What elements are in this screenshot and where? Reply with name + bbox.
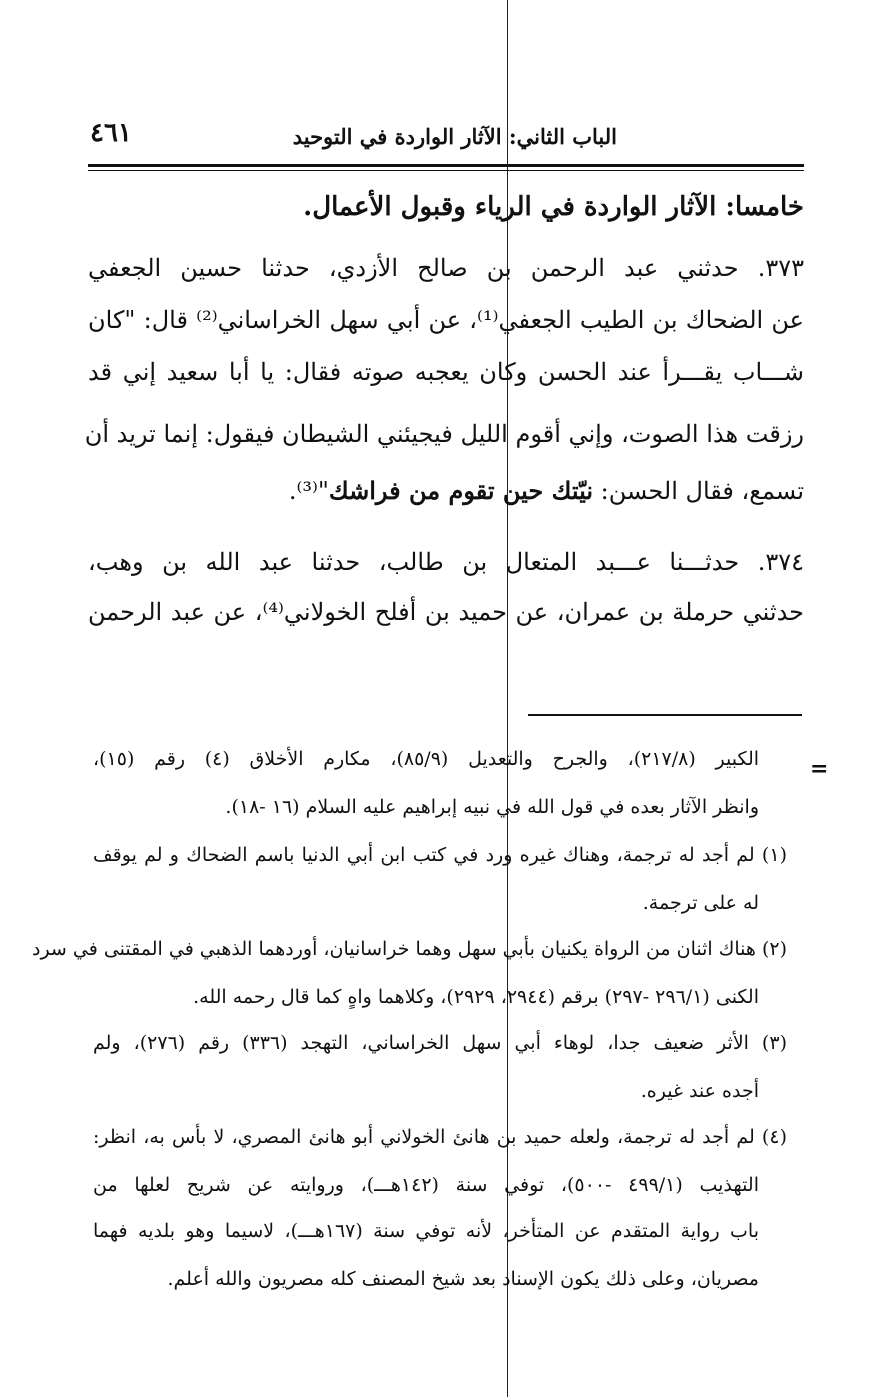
- footnote-line: أجده عند غيره.: [640, 1080, 759, 1102]
- header-rule-thin: [88, 170, 804, 171]
- footnote-line: الكنى (٢٩٦/١ -٢٩٧) برقم (٢٩٤٤، ٢٩٢٩)، وكلاهما واهٍ كما قال رحمه الله.: [193, 986, 759, 1008]
- footnote-line: التهذيب (٤٩٩/١ -٥٠٠)، توفي سنة (١٤٢هـــ)، وروايته عن شريح لعلها من: [93, 1174, 759, 1196]
- body-line: ٣٧٣. حدثني عبد الرحمن بن صالح الأزدي، حدثنا حسين الجعفي: [88, 254, 804, 282]
- body-line: عن الضحاك بن الطيب الجعفي⁽¹⁾، عن أبي سهل الخراساني⁽²⁾ قال: "كان: [88, 306, 804, 334]
- footnote-line: (٢) هناك اثنان من الرواة يكنيان بأبي سهل وهما خراسانيان، أوردهما الذهبي في المقتنى في سرد: [31, 938, 787, 960]
- footnote-line: (١) لم أجد له ترجمة، وهناك غيره ورد في كتب ابن أبي الدنيا باسم الضحاك و لم يوقف: [93, 844, 787, 866]
- header-rule-thick: [88, 164, 804, 167]
- footnote-line: باب رواية المتقدم عن المتأخر، لأنه توفي سنة (١٦٧هـــ)، لاسيما وهو بلديه فهما: [93, 1220, 759, 1242]
- continuation-mark: =: [810, 756, 829, 782]
- body-line: [88, 476, 804, 505]
- footnote-line: وانظر الآثار بعده في قول الله في نبيه إبراهيم عليه السلام (١٦ -١٨).: [225, 796, 759, 818]
- footnote-line: (٤) لم أجد له ترجمة، ولعله حميد بن هانئ الخولاني أبو هانئ المصري، لا بأس به، انظر:: [93, 1126, 787, 1148]
- footnote-line: له على ترجمة.: [642, 892, 759, 914]
- footnote-line: مصريان، وعلى ذلك يكون الإسناد بعد شيخ المصنف كله مصريون والله أعلم.: [167, 1268, 759, 1290]
- quote-end: "⁽³⁾.: [288, 477, 329, 505]
- footnote-line: (٣) الأثر ضعيف جدا، لوهاء أبي سهل الخراساني، التهجد (٣٣٦) رقم (٢٧٦)، ولم: [93, 1032, 787, 1054]
- body-line: شـــاب يقـــرأ عند الحسن وكان يعجبه صوته فقال: يا أبا سعيد إني قد: [88, 358, 804, 386]
- body-line: ٣٧٤. حدثـــنا عـــبد المتعال بن طالب، حدثنا عبد الله بن وهب،: [88, 548, 804, 576]
- body-line: حدثني حرملة بن عمران، عن حميد بن أفلح الخولاني⁽⁴⁾، عن عبد الرحمن: [88, 598, 804, 626]
- body-line-start: تسمع، فقال الحسن:: [600, 477, 804, 505]
- quote-bold: نيّتك حين تقوم من فراشك: [328, 476, 594, 505]
- page-number: ٤٦١: [90, 118, 132, 148]
- body-line: رزقت هذا الصوت، وإني أقوم الليل فيجيئني الشيطان فيقول: إنما تريد أن: [84, 420, 804, 448]
- running-title: الباب الثاني: الآثار الواردة في التوحيد: [292, 124, 617, 149]
- footnote-line: الكبير (٢١٧/٨)، والجرح والتعديل (٨٥/٩)، مكارم الأخلاق (٤) رقم (١٥)،: [93, 748, 760, 770]
- footnote-separator: [528, 714, 802, 716]
- section-heading: خامسا: الآثار الواردة في الرياء وقبول الأعمال.: [303, 192, 804, 222]
